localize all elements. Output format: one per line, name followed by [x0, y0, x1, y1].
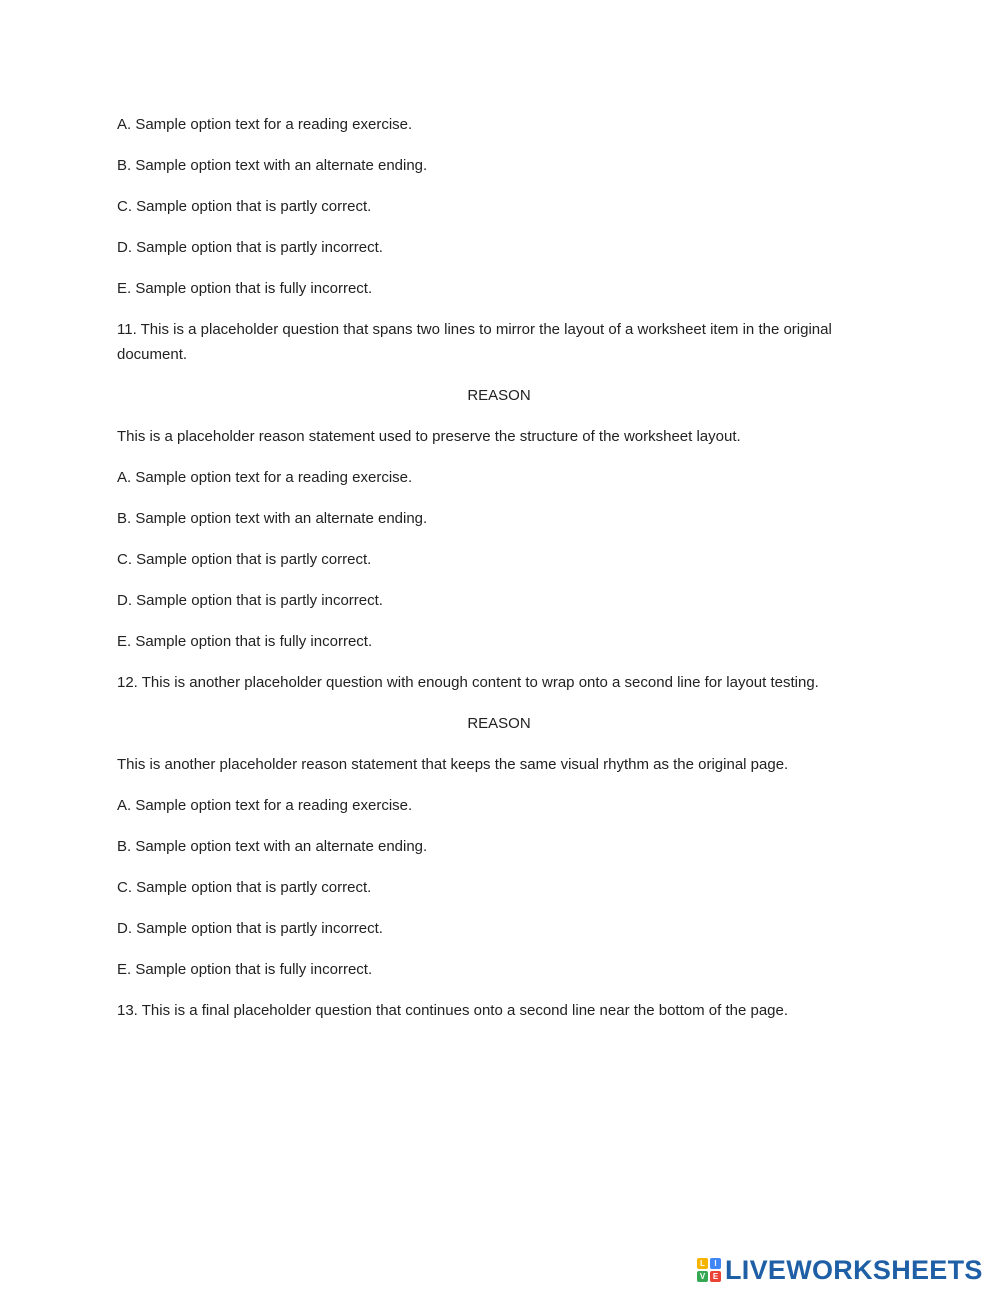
option-line: A. Sample option text for a reading exercise.	[117, 469, 413, 486]
logo-badge-icon	[697, 1258, 721, 1282]
option-line: E. Sample option that is fully incorrect.	[117, 961, 373, 978]
option-line: A. Sample option text for a reading exercise.	[117, 116, 413, 133]
badge-letter: V	[697, 1271, 708, 1282]
badge-letter: I	[710, 1258, 721, 1269]
question-line: 11. This is a placeholder question that spans two lines to mirror the layout of a worksheet item in the original document.	[117, 321, 832, 363]
option-line: D. Sample option that is partly incorrect.	[117, 239, 383, 256]
reason-line: This is another placeholder reason statement that keeps the same visual rhythm as the original page.	[117, 756, 789, 773]
option-line: B. Sample option text with an alternate ending.	[117, 157, 428, 174]
question-line: 13. This is a final placeholder question that continues onto a second line near the bottom of the page.	[117, 1002, 789, 1019]
option-line: B. Sample option text with an alternate ending.	[117, 838, 428, 855]
reason-heading: REASON	[467, 387, 531, 404]
worksheet-page	[117, 112, 881, 1039]
reason-line: This is a placeholder reason statement used to preserve the structure of the worksheet layout.	[117, 428, 741, 445]
option-line: A. Sample option text for a reading exercise.	[117, 797, 413, 814]
option-line: E. Sample option that is fully incorrect.	[117, 280, 373, 297]
option-line: C. Sample option that is partly correct.	[117, 551, 372, 568]
badge-letter: E	[710, 1271, 721, 1282]
option-line: E. Sample option that is fully incorrect.	[117, 633, 373, 650]
option-line: D. Sample option that is partly incorrect.	[117, 592, 383, 609]
badge-letter: L	[697, 1258, 708, 1269]
watermark	[697, 1255, 983, 1285]
option-line: C. Sample option that is partly correct.	[117, 879, 372, 896]
option-line: C. Sample option that is partly correct.	[117, 198, 372, 215]
question-line: 12. This is another placeholder question with enough content to wrap onto a second line for layout testing.	[117, 674, 819, 691]
option-line: D. Sample option that is partly incorrect.	[117, 920, 383, 937]
reason-heading: REASON	[467, 715, 531, 732]
watermark-brand: LIVEWORKSHEETS	[725, 1255, 983, 1285]
option-line: B. Sample option text with an alternate ending.	[117, 510, 428, 527]
